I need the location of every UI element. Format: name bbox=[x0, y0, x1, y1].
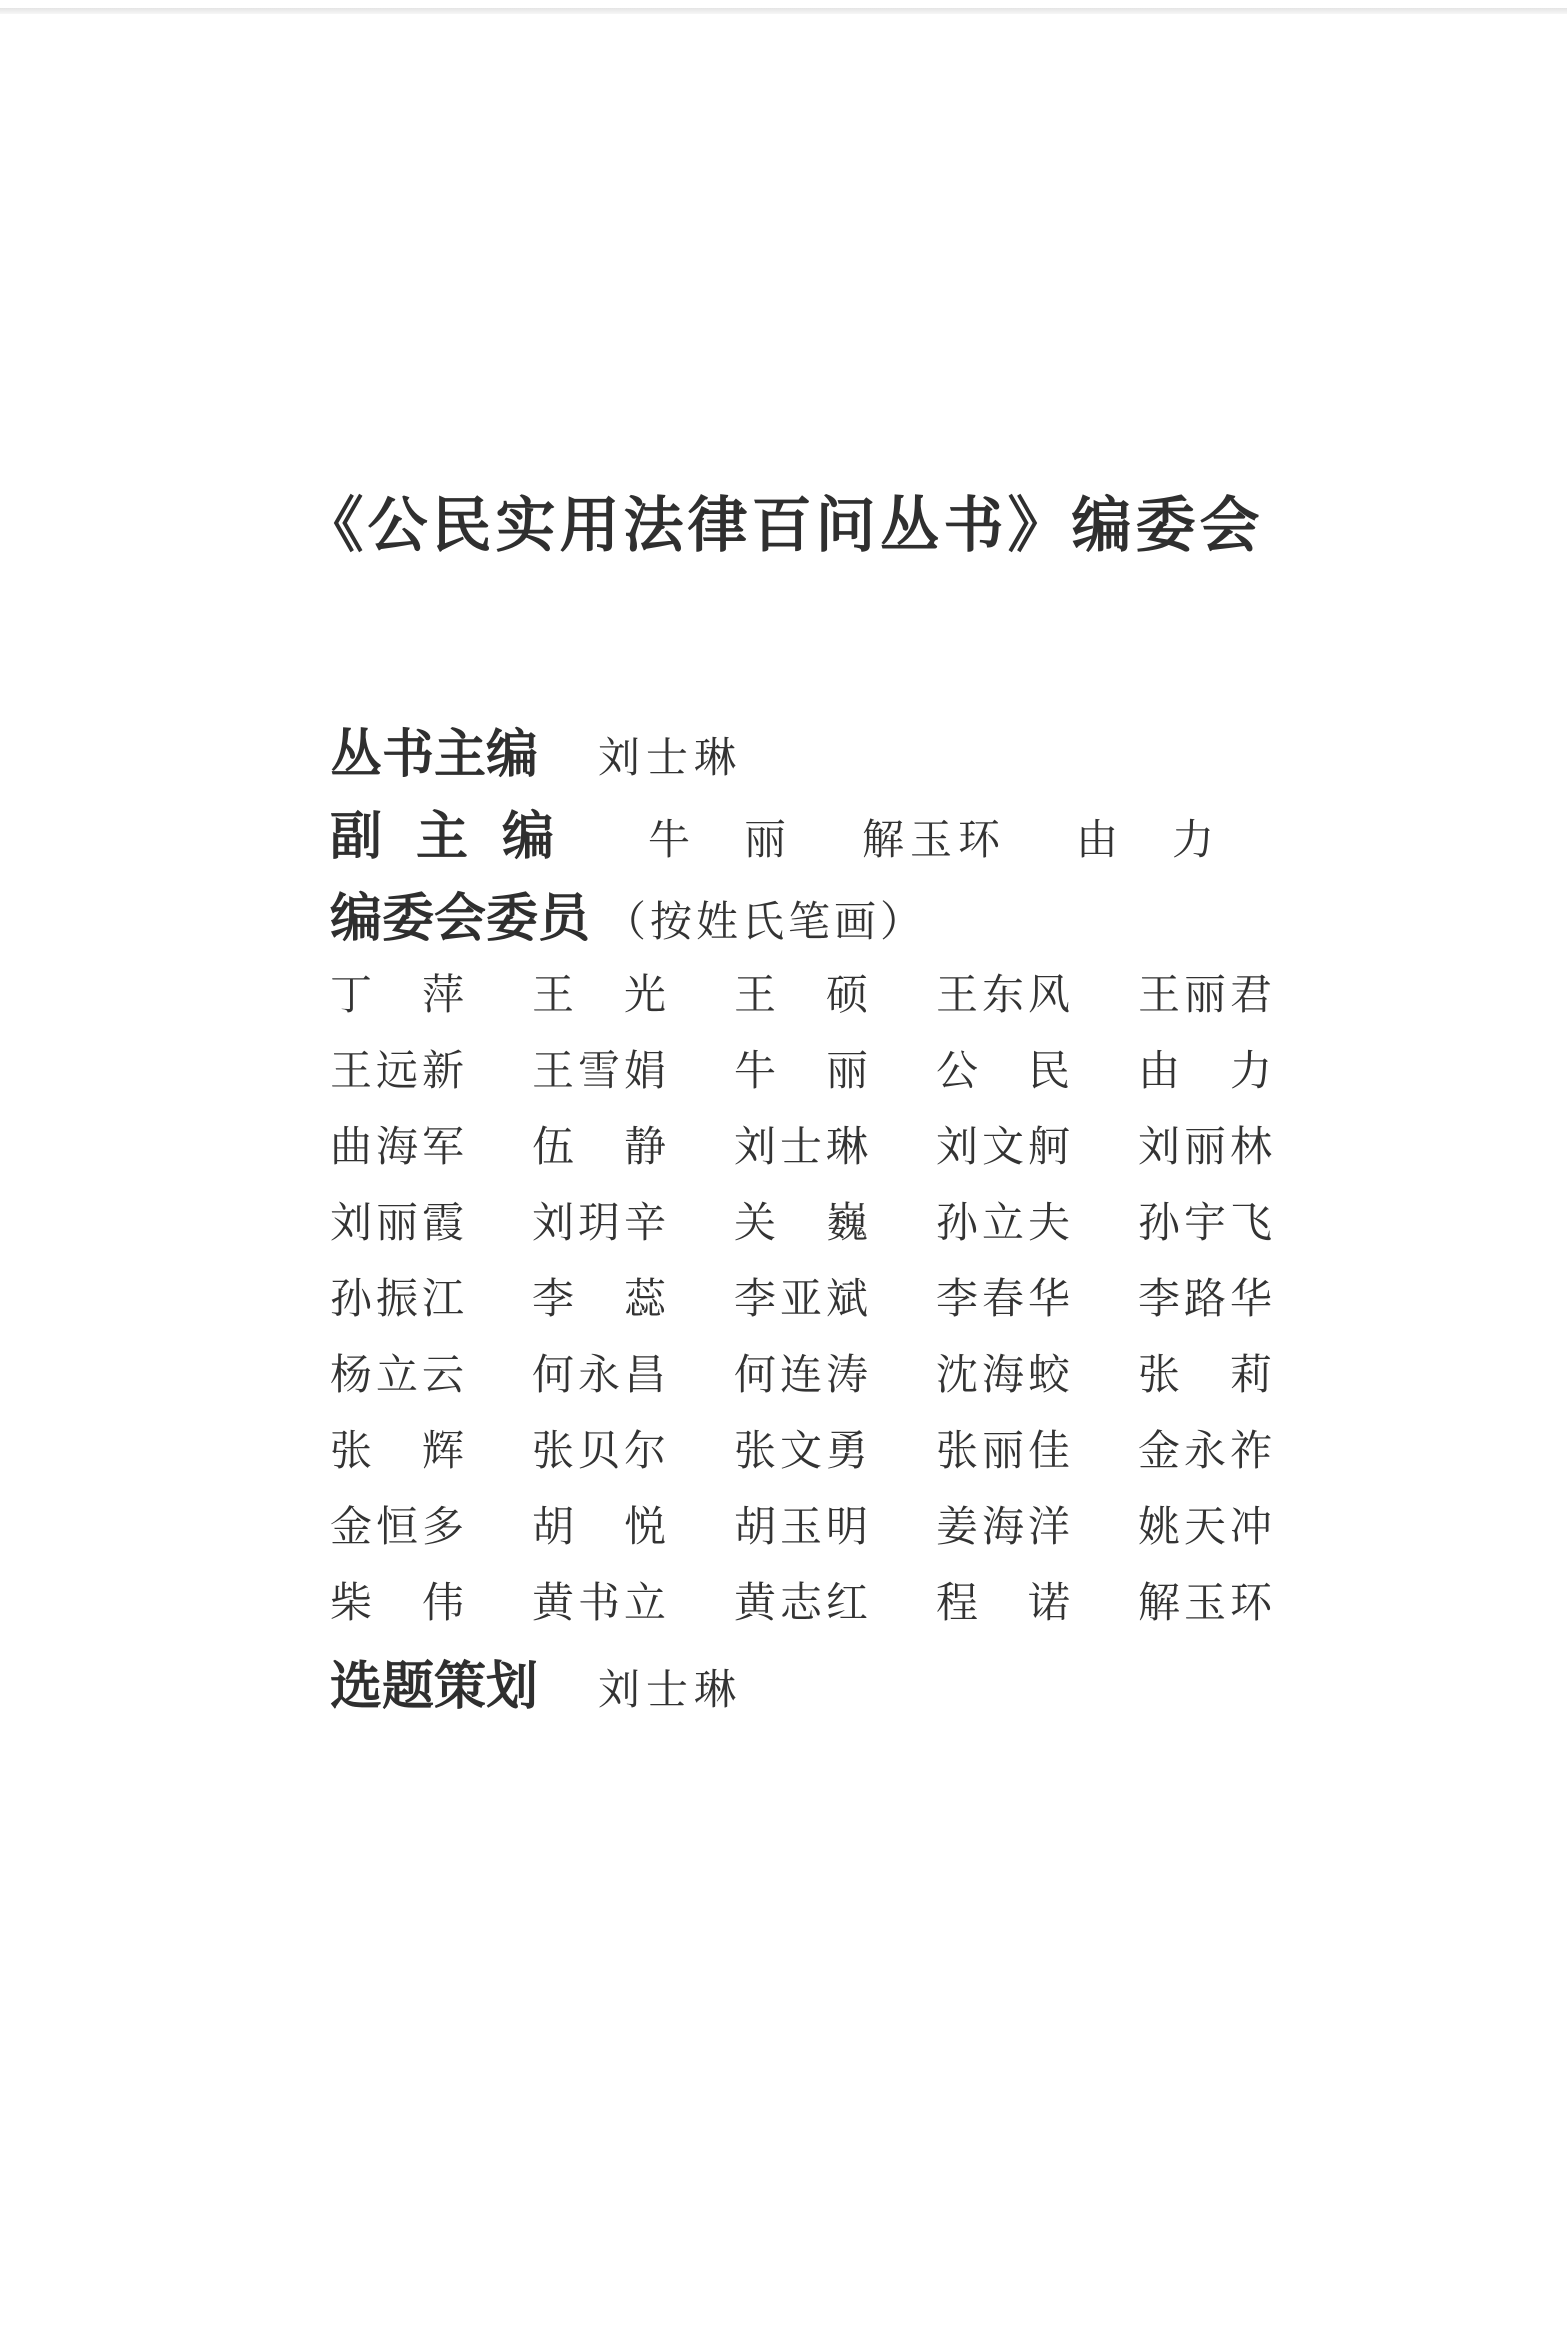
committee-member: 王雪娟 bbox=[532, 1046, 671, 1095]
committee-member: 张贝尔 bbox=[532, 1426, 671, 1475]
planner-name: 刘士琳 bbox=[598, 1665, 743, 1714]
committee-member: 李春华 bbox=[936, 1274, 1075, 1323]
committee-member: 曲海军 bbox=[330, 1122, 469, 1171]
series-editor-name: 刘士琳 bbox=[598, 733, 743, 782]
deputy-editor-name: 牛 丽 bbox=[648, 815, 793, 864]
deputy-editor-name: 由 力 bbox=[1076, 815, 1221, 864]
series-editor-row bbox=[330, 712, 743, 785]
committee-member: 胡玉明 bbox=[734, 1502, 873, 1551]
committee-member: 张 莉 bbox=[1138, 1350, 1277, 1399]
committee-member: 李 蕊 bbox=[532, 1274, 671, 1323]
committee-member: 李路华 bbox=[1138, 1274, 1277, 1323]
committee-member: 王远新 bbox=[330, 1046, 469, 1095]
committee-label: 编委会委员 bbox=[330, 889, 591, 949]
deputy-editor-names bbox=[648, 807, 1290, 867]
committee-member: 伍 静 bbox=[532, 1122, 671, 1171]
committee-member: 何连涛 bbox=[734, 1350, 873, 1399]
committee-member: 由 力 bbox=[1138, 1046, 1277, 1095]
deputy-editor-name: 解玉环 bbox=[862, 815, 1007, 864]
committee-member: 黄书立 bbox=[532, 1578, 671, 1627]
deputy-editor-label: 副主编 bbox=[330, 807, 589, 867]
committee-member: 张丽佳 bbox=[936, 1426, 1075, 1475]
committee-member: 金恒多 bbox=[330, 1502, 469, 1551]
committee-member: 公 民 bbox=[936, 1046, 1075, 1095]
committee-member: 王东风 bbox=[936, 970, 1075, 1019]
committee-member: 刘丽霞 bbox=[330, 1198, 469, 1247]
committee-member: 金永祚 bbox=[1138, 1426, 1277, 1475]
committee-member: 姚天冲 bbox=[1138, 1502, 1277, 1551]
committee-member: 关 巍 bbox=[734, 1198, 873, 1247]
committee-member: 孙立夫 bbox=[936, 1198, 1075, 1247]
committee-member: 胡 悦 bbox=[532, 1502, 671, 1551]
committee-member: 程 诺 bbox=[936, 1578, 1075, 1627]
committee-member: 刘玥辛 bbox=[532, 1198, 671, 1247]
committee-member: 孙振江 bbox=[330, 1274, 469, 1323]
series-editor-label: 丛书主编 bbox=[330, 725, 539, 785]
committee-member: 刘士琳 bbox=[734, 1122, 873, 1171]
committee-row bbox=[330, 876, 927, 949]
committee-member: 丁 萍 bbox=[330, 970, 469, 1019]
committee-member: 黄志红 bbox=[734, 1578, 873, 1627]
committee-member: 刘丽林 bbox=[1138, 1122, 1277, 1171]
committee-member: 何永昌 bbox=[532, 1350, 671, 1399]
committee-member: 王 光 bbox=[532, 970, 671, 1019]
committee-member: 张文勇 bbox=[734, 1426, 873, 1475]
committee-member: 姜海洋 bbox=[936, 1502, 1075, 1551]
committee-member: 沈海蛟 bbox=[936, 1350, 1075, 1399]
committee-member: 王丽君 bbox=[1138, 970, 1277, 1019]
scan-edge bbox=[0, 8, 1567, 14]
committee-member: 解玉环 bbox=[1138, 1578, 1277, 1627]
committee-member: 杨立云 bbox=[330, 1350, 469, 1399]
committee-members bbox=[330, 962, 1350, 1646]
committee-member: 孙宇飞 bbox=[1138, 1198, 1277, 1247]
page-title: 《公民实用法律百问丛书》编委会 bbox=[303, 491, 1264, 561]
planner-label: 选题策划 bbox=[330, 1657, 539, 1717]
committee-member: 张 辉 bbox=[330, 1426, 469, 1475]
committee-member: 柴 伟 bbox=[330, 1578, 469, 1627]
deputy-editor-row bbox=[330, 794, 1290, 867]
planner-row bbox=[330, 1644, 743, 1717]
committee-note: （按姓氏笔画） bbox=[604, 897, 927, 946]
committee-member: 李亚斌 bbox=[734, 1274, 873, 1323]
committee-member: 王 硕 bbox=[734, 970, 873, 1019]
committee-member: 牛 丽 bbox=[734, 1046, 873, 1095]
committee-member: 刘文舸 bbox=[936, 1122, 1075, 1171]
